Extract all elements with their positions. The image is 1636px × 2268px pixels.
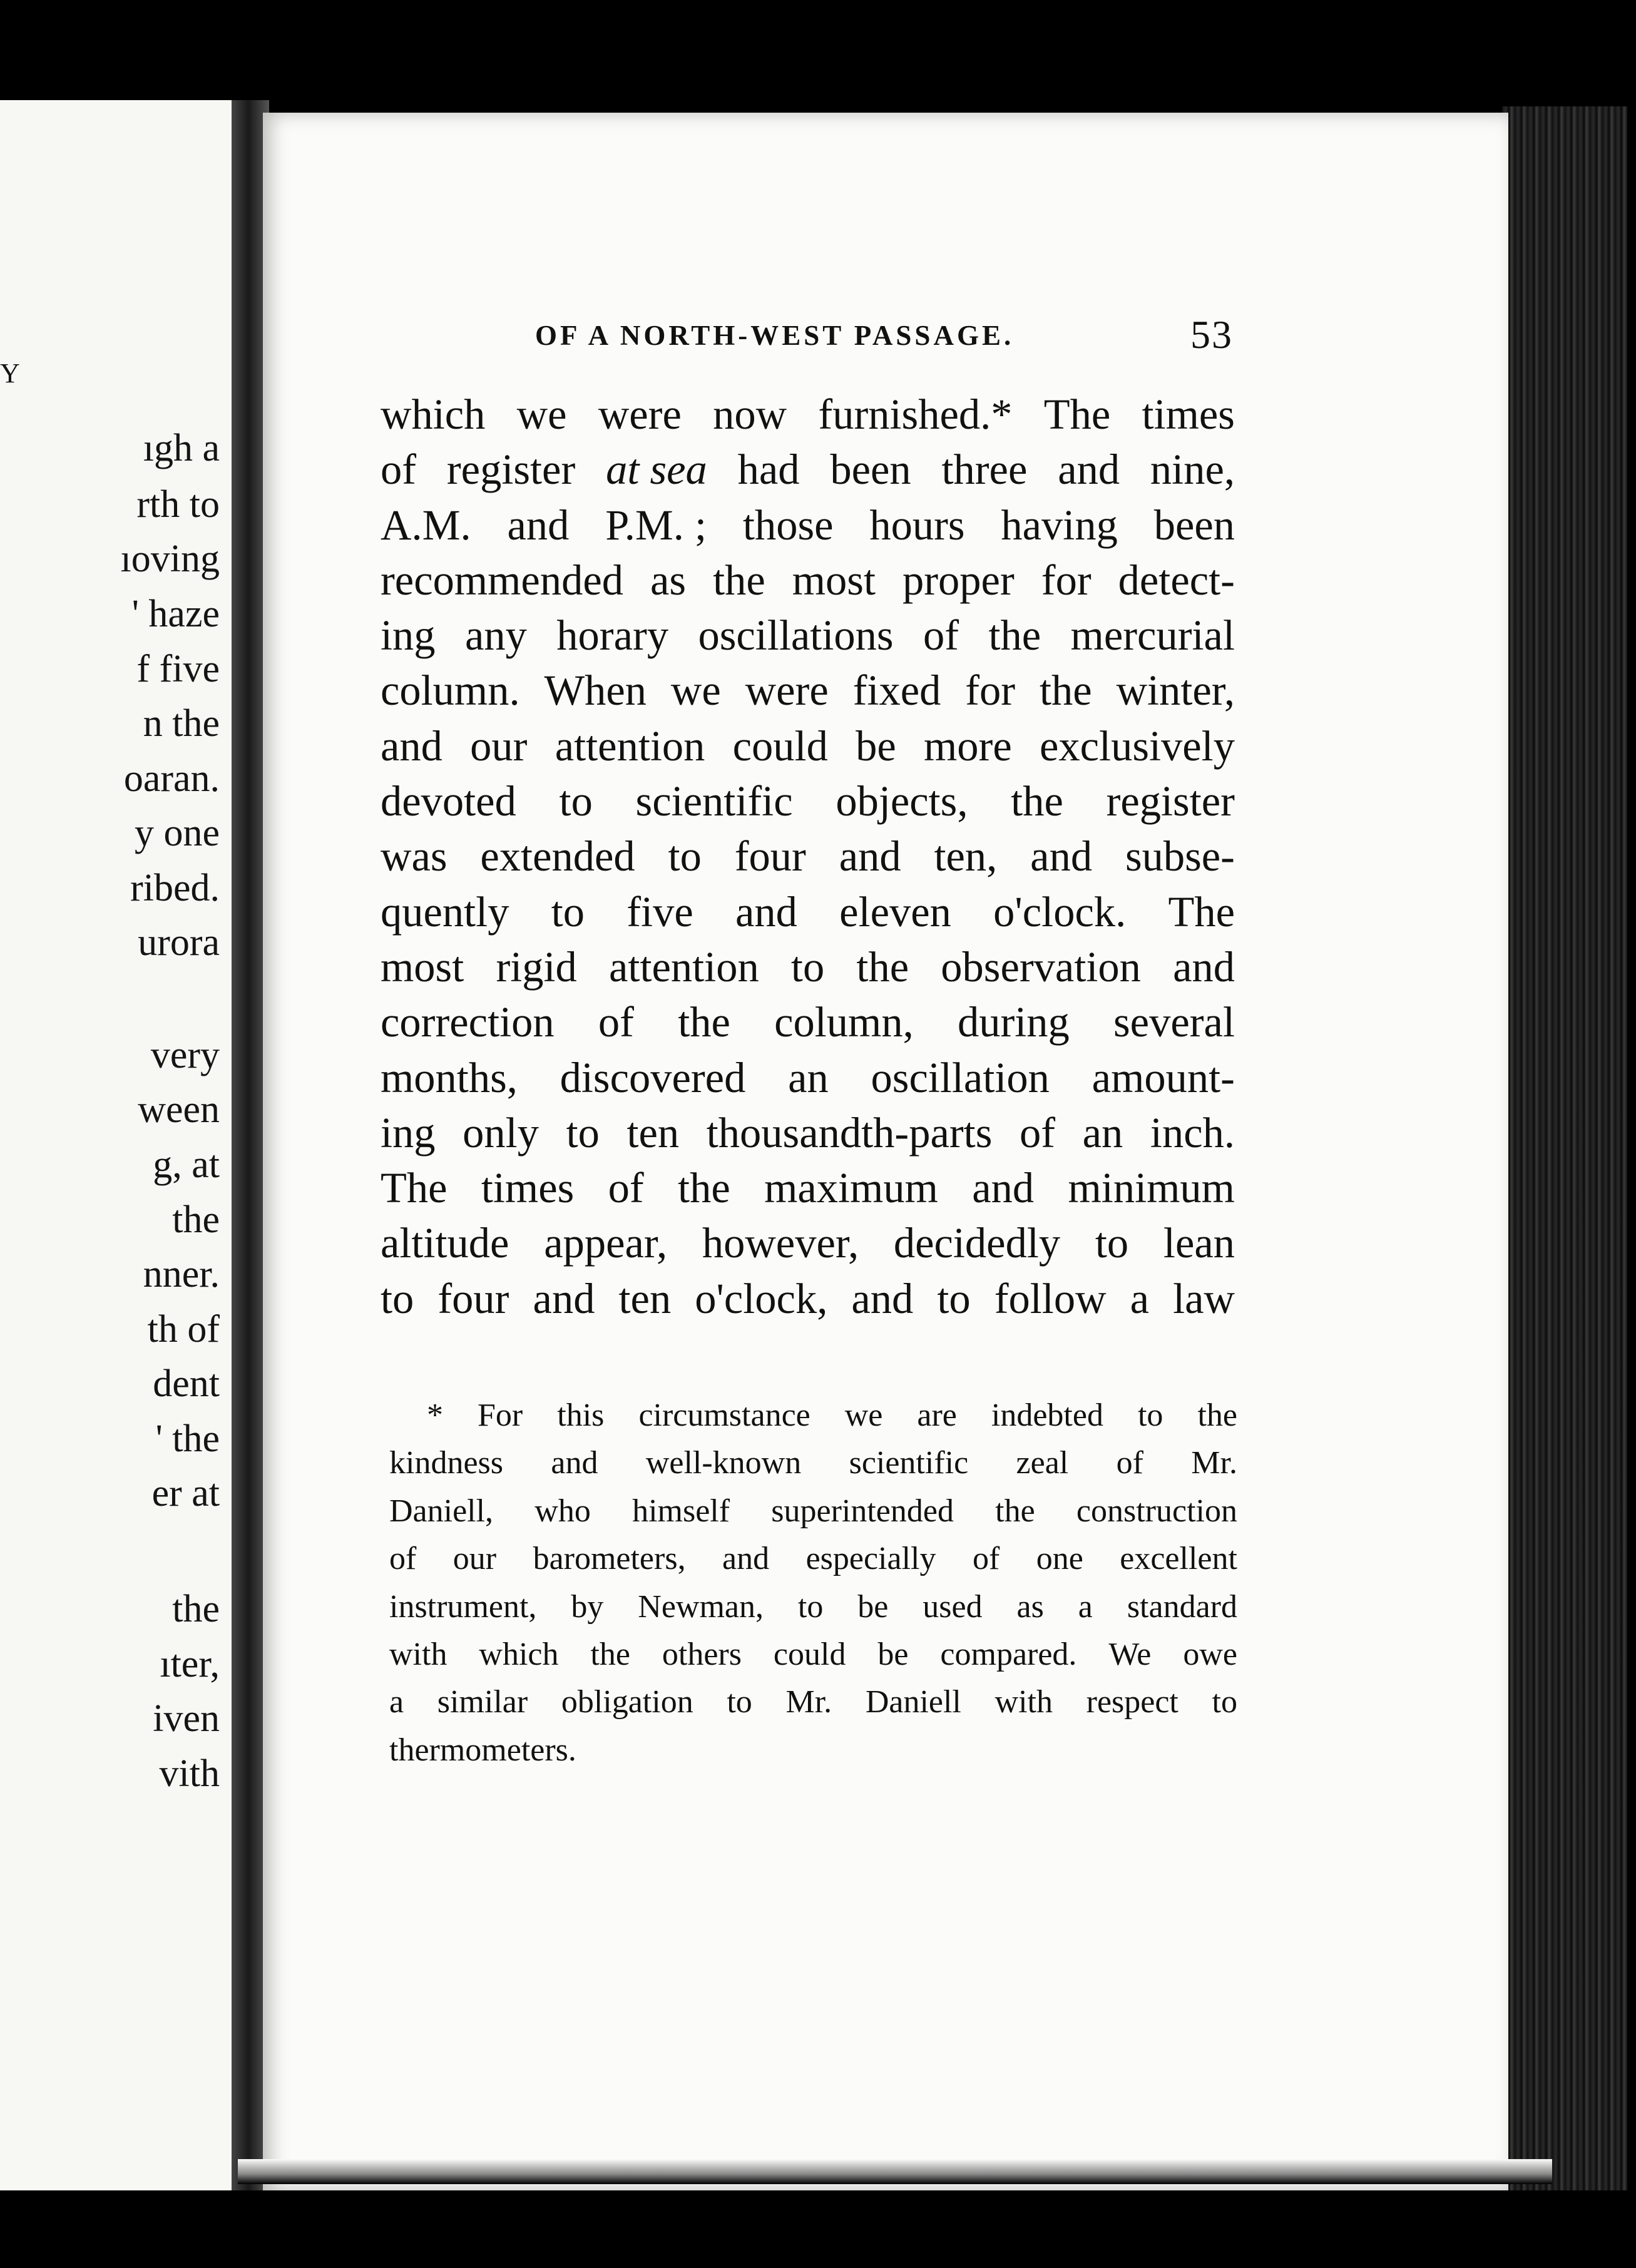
- word: to: [727, 1684, 752, 1720]
- word: the: [1011, 777, 1063, 825]
- footnote: [389, 1392, 1237, 1774]
- word: four: [437, 1274, 509, 1322]
- body-line: [381, 1215, 1235, 1270]
- page-edges: [1502, 106, 1627, 2190]
- word: to: [937, 1274, 971, 1322]
- word: Newman,: [638, 1588, 764, 1625]
- word: to: [1212, 1684, 1237, 1720]
- body-line: [381, 829, 1235, 884]
- word: law: [1173, 1274, 1235, 1322]
- word: were: [598, 391, 682, 438]
- word: of: [1019, 1108, 1056, 1157]
- word: A.M.: [381, 501, 471, 549]
- page-bottom-edge: [238, 2159, 1552, 2184]
- word: this: [557, 1397, 605, 1433]
- word: could: [773, 1637, 846, 1673]
- word: subse-: [1125, 832, 1235, 881]
- word: could: [732, 722, 828, 770]
- word: the: [713, 556, 765, 604]
- word: those: [742, 501, 834, 549]
- word: column.: [381, 667, 520, 715]
- word: by: [571, 1588, 604, 1625]
- word: a: [389, 1684, 404, 1720]
- word: the: [1040, 667, 1092, 715]
- word: nine,: [1150, 446, 1235, 494]
- previous-page: [0, 100, 241, 2190]
- word: a: [1130, 1274, 1150, 1322]
- word: of: [1116, 1445, 1143, 1481]
- word: lean: [1163, 1219, 1235, 1267]
- word: exclusively: [1040, 722, 1235, 770]
- previous-page-line: ween: [138, 1088, 220, 1131]
- word: oscillation: [871, 1053, 1050, 1101]
- body-line: [381, 553, 1235, 608]
- word: to: [559, 777, 593, 825]
- previous-page-line: dent: [153, 1362, 220, 1405]
- word: been: [830, 446, 911, 494]
- word: we: [516, 391, 567, 438]
- word: decidedly: [893, 1219, 1061, 1267]
- word: ten: [618, 1274, 672, 1322]
- word: objects,: [836, 777, 968, 825]
- word: and: [381, 722, 442, 770]
- word: and: [507, 501, 570, 549]
- word: during: [957, 998, 1070, 1046]
- word: a: [1078, 1588, 1093, 1625]
- word: barometers,: [533, 1541, 686, 1577]
- word: follow: [994, 1274, 1107, 1322]
- word: respect: [1086, 1684, 1178, 1720]
- previous-page-line: er at: [151, 1472, 220, 1515]
- word: and: [1173, 942, 1235, 991]
- word: We: [1108, 1637, 1152, 1673]
- running-header: [535, 312, 1233, 362]
- word: however,: [702, 1219, 859, 1267]
- body-line: [381, 884, 1235, 939]
- word: P.M. ;: [605, 501, 707, 549]
- word: and: [551, 1445, 598, 1481]
- footnote-line: [389, 1392, 1237, 1439]
- word: obligation: [561, 1684, 693, 1720]
- previous-page-line: ' haze: [131, 593, 220, 635]
- word: be: [856, 722, 896, 770]
- word: recommended: [381, 556, 623, 604]
- previous-page-line: ıgh a: [143, 427, 220, 469]
- body-line: [381, 1105, 1235, 1160]
- footnote-line: [389, 1631, 1237, 1678]
- word: observation: [941, 942, 1141, 991]
- word: for: [965, 667, 1016, 715]
- word: most: [792, 556, 876, 604]
- word: altitude: [381, 1219, 509, 1267]
- word: and: [1058, 446, 1120, 494]
- word: thousandth-parts: [706, 1108, 993, 1157]
- word: now: [713, 391, 787, 438]
- word: construction: [1076, 1493, 1237, 1529]
- word: and: [722, 1541, 770, 1577]
- word: had: [737, 446, 800, 494]
- previous-page-line: Y: [0, 358, 20, 389]
- word: maximum: [764, 1164, 938, 1212]
- word: mercurial: [1070, 611, 1235, 660]
- word: the: [590, 1637, 630, 1673]
- body-line: [381, 774, 1235, 829]
- previous-page-line: urora: [138, 921, 220, 964]
- word: and: [972, 1164, 1035, 1212]
- word: discovered: [560, 1053, 746, 1101]
- word: of: [598, 998, 634, 1046]
- word: been: [1153, 501, 1235, 549]
- word: at sea: [606, 446, 707, 494]
- body-line: [381, 608, 1235, 663]
- word: to: [566, 1108, 600, 1157]
- word: with: [389, 1637, 447, 1673]
- word: to: [381, 1274, 414, 1322]
- body-line: [381, 718, 1235, 774]
- word: inch.: [1150, 1108, 1235, 1157]
- word: indebted: [991, 1397, 1103, 1433]
- word: three: [941, 446, 1028, 494]
- previous-page-line: ribed.: [130, 867, 220, 909]
- word: fixed: [852, 667, 941, 715]
- word: amount-: [1092, 1053, 1235, 1101]
- previous-page-line: vith: [159, 1752, 220, 1795]
- word: and: [735, 887, 797, 936]
- previous-page-line: th of: [147, 1308, 220, 1351]
- word: quently: [381, 887, 509, 936]
- word: which: [479, 1637, 559, 1673]
- word: as: [1016, 1588, 1044, 1625]
- word: as: [650, 556, 687, 604]
- body-text: [381, 387, 1235, 1326]
- word: appear,: [544, 1219, 668, 1267]
- word: scientific: [635, 777, 793, 825]
- previous-page-line: iven: [153, 1697, 220, 1740]
- word: we: [670, 667, 721, 715]
- word: column,: [774, 998, 914, 1046]
- word: times: [1142, 391, 1235, 438]
- body-line: [381, 994, 1235, 1050]
- word: devoted: [381, 777, 516, 825]
- previous-page-line: nner.: [143, 1253, 220, 1295]
- word: and: [839, 832, 901, 881]
- word: proper: [902, 556, 1015, 604]
- word: any: [464, 611, 527, 660]
- word: one: [1036, 1541, 1083, 1577]
- word: Daniell,: [389, 1493, 494, 1529]
- word: attention: [555, 722, 705, 770]
- word: were: [745, 667, 829, 715]
- word: which: [381, 391, 486, 438]
- word: o'clock,: [695, 1274, 828, 1322]
- running-title: OF A NORTH-WEST PASSAGE.: [535, 320, 1015, 351]
- previous-page-line: very: [150, 1034, 220, 1076]
- word: For: [478, 1397, 523, 1433]
- word: horary: [556, 611, 669, 660]
- word: similar: [437, 1684, 528, 1720]
- word: to: [551, 887, 585, 936]
- word: o'clock.: [993, 887, 1127, 936]
- word: most: [381, 942, 464, 991]
- word: and: [533, 1274, 595, 1322]
- footnote-line: [389, 1488, 1237, 1535]
- body-line: [381, 442, 1235, 497]
- footnote-line: [389, 1727, 1237, 1774]
- word: four: [734, 832, 806, 881]
- word: to: [790, 942, 825, 991]
- word: five: [626, 887, 693, 936]
- word: Mr.: [785, 1684, 832, 1720]
- word: owe: [1183, 1637, 1237, 1673]
- word: times: [481, 1164, 575, 1212]
- word: the: [856, 942, 909, 991]
- word: oscillations: [698, 611, 894, 660]
- word: to: [1095, 1219, 1129, 1267]
- body-line: [381, 663, 1235, 718]
- word: rigid: [496, 942, 577, 991]
- body-line: [381, 387, 1235, 442]
- footnote-line: [389, 1583, 1237, 1631]
- word: for: [1041, 556, 1092, 604]
- word: others: [662, 1637, 742, 1673]
- word: When: [544, 667, 647, 715]
- previous-page-line: ıoving: [120, 538, 220, 580]
- word: the: [995, 1493, 1035, 1529]
- word: eleven: [839, 887, 951, 936]
- word: of: [972, 1541, 1000, 1577]
- body-line: [381, 1271, 1235, 1326]
- word: and: [851, 1274, 914, 1322]
- word: detect-: [1118, 556, 1235, 604]
- word: well-known: [645, 1445, 802, 1481]
- word: was: [381, 832, 447, 881]
- word: who: [534, 1493, 591, 1529]
- word: hours: [869, 501, 965, 549]
- word: the: [988, 611, 1041, 660]
- body-line: [381, 1160, 1235, 1215]
- body-line: [381, 1050, 1235, 1105]
- previous-page-line: f five: [136, 648, 220, 690]
- word: minimum: [1068, 1164, 1235, 1212]
- word: zeal: [1016, 1445, 1069, 1481]
- word: ing: [381, 1108, 436, 1157]
- word: more: [924, 722, 1012, 770]
- word: be: [877, 1637, 909, 1673]
- word: furnished.*: [818, 391, 1013, 438]
- speck-mark: [543, 11, 552, 20]
- body-line: [381, 939, 1235, 994]
- previous-page-line: ' the: [155, 1418, 220, 1460]
- word: attention: [609, 942, 759, 991]
- word: excellent: [1120, 1541, 1237, 1577]
- previous-page-line: g, at: [153, 1143, 220, 1186]
- previous-page-line: oaran.: [123, 757, 220, 800]
- word: the: [678, 998, 730, 1046]
- word: The: [381, 1164, 447, 1212]
- word: The: [1043, 391, 1111, 438]
- word: scientific: [849, 1445, 969, 1481]
- previous-page-line: rth to: [136, 483, 220, 526]
- word: of: [381, 446, 417, 494]
- previous-page-line: the: [172, 1198, 220, 1241]
- word: of: [923, 611, 959, 660]
- word: the: [678, 1164, 730, 1212]
- previous-page-line: n the: [143, 702, 220, 745]
- word: to: [668, 832, 702, 881]
- word: correction: [381, 998, 555, 1046]
- word: extended: [480, 832, 635, 881]
- word: register: [1106, 777, 1235, 825]
- word: an: [788, 1053, 829, 1101]
- word: register: [446, 446, 576, 494]
- word: especially: [805, 1541, 936, 1577]
- footnote-line: [389, 1439, 1237, 1487]
- word: ten,: [934, 832, 998, 881]
- word: winter,: [1116, 667, 1235, 715]
- footnote-line: [389, 1678, 1237, 1726]
- word: of: [608, 1164, 644, 1212]
- word: our: [452, 1541, 497, 1577]
- word: months,: [381, 1053, 518, 1101]
- word: The: [1168, 887, 1235, 936]
- word: kindness: [389, 1445, 503, 1481]
- word: circumstance: [638, 1397, 810, 1433]
- word: Mr.: [1191, 1445, 1237, 1481]
- previous-page-line: ıter,: [160, 1643, 220, 1685]
- previous-page-line: y one: [134, 812, 220, 854]
- previous-page-line: the: [172, 1588, 220, 1630]
- word: instrument,: [389, 1588, 537, 1625]
- word: himself: [632, 1493, 730, 1529]
- word: thermometers.: [389, 1732, 576, 1768]
- word: the: [1197, 1397, 1237, 1433]
- word: and: [1030, 832, 1093, 881]
- word: used: [923, 1588, 983, 1625]
- word: are: [917, 1397, 957, 1433]
- word: only: [463, 1108, 539, 1157]
- footnote-line: [389, 1535, 1237, 1583]
- word: *: [427, 1397, 443, 1433]
- word: our: [470, 722, 528, 770]
- word: ing: [381, 611, 436, 660]
- speck-mark: [704, 2228, 718, 2235]
- word: compared.: [940, 1637, 1077, 1673]
- word: be: [857, 1588, 889, 1625]
- word: standard: [1127, 1588, 1237, 1625]
- page-number: 53: [1190, 312, 1233, 357]
- word: with: [994, 1684, 1053, 1720]
- word: ten: [626, 1108, 680, 1157]
- word: to: [1137, 1397, 1163, 1433]
- word: an: [1082, 1108, 1123, 1157]
- body-line: [381, 498, 1235, 553]
- word: of: [389, 1541, 417, 1577]
- word: to: [797, 1588, 824, 1625]
- word: having: [1001, 501, 1118, 549]
- word: Daniell: [865, 1684, 961, 1720]
- word: superintended: [771, 1493, 954, 1529]
- word: we: [844, 1397, 883, 1433]
- word: several: [1113, 998, 1235, 1046]
